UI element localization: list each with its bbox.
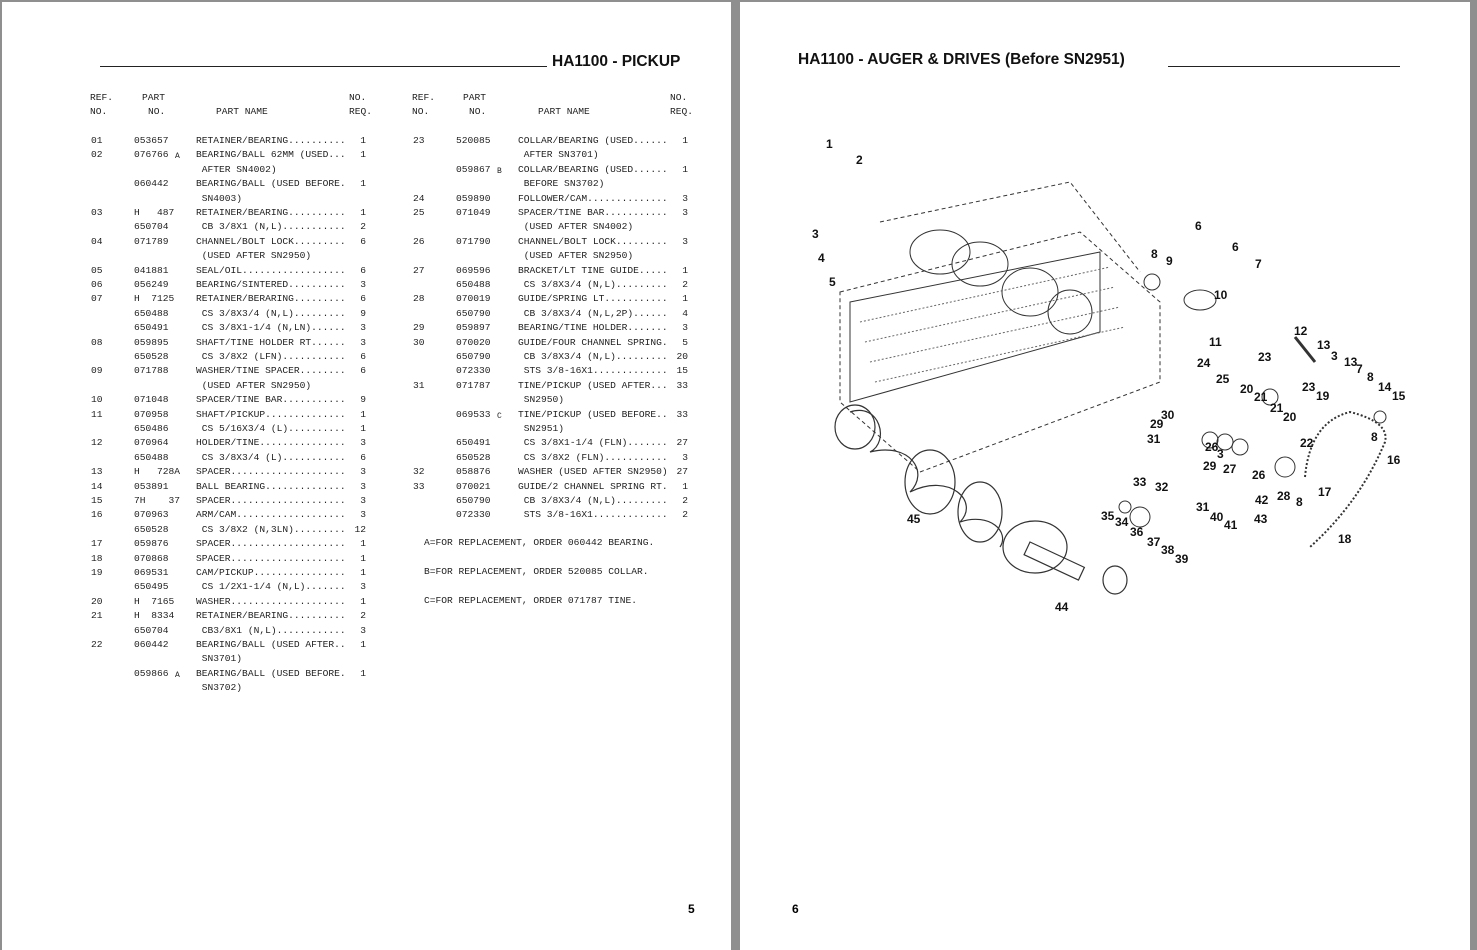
quantity-required: 3 [682,192,688,204]
callout-label: 8 [1367,370,1374,384]
part-name: SPACER.................... [196,466,346,478]
part-name: CS 3/8X2 (FLN)........... [518,451,668,463]
footnote: B=FOR REPLACEMENT, ORDER 520085 COLLAR. [424,566,649,577]
part-name: SPACER.................... [196,538,346,550]
part-number: H 487 [134,207,175,218]
ref-number: 30 [413,336,425,348]
quantity-required: 1 [360,567,366,578]
quantity-required: 1 [682,293,688,305]
ref-number: 26 [413,235,425,247]
quantity-required: 15 [676,365,688,377]
part-number: 058876 [456,466,491,478]
ref-number: 28 [413,293,425,305]
callout-label: 18 [1338,532,1352,546]
callout-label: 23 [1302,380,1316,394]
header-req: REQ. [349,106,373,117]
callout-label: 35 [1101,509,1115,523]
ref-number: 15 [91,495,103,506]
callout-label: 20 [1240,382,1254,396]
part-name: BRACKET/LT TINE GUIDE..... [518,264,668,276]
callout-label: 13 [1344,355,1358,369]
quantity-required: 3 [682,451,688,463]
part-number: 650790 [456,495,491,506]
callout-label: 28 [1277,489,1291,503]
part-name: RETAINER/BEARING.......... [196,207,346,218]
callout-label: 15 [1392,389,1406,403]
part-number: 650488 [134,307,169,319]
callout-label: 14 [1378,380,1392,394]
part-name: SHAFT/TINE HOLDER RT...... [196,336,346,348]
part-name: SN2950) [518,394,565,406]
part-name: BEARING/BALL (USED AFTER.. [196,639,346,650]
quantity-required: 1 [360,149,366,161]
ref-number: 23 [413,135,425,146]
part-name: CAM/PICKUP................ [196,567,346,578]
quantity-required: 6 [360,451,366,463]
part-number: 650491 [456,437,491,449]
callout-label: 9 [1166,254,1173,268]
quantity-required: 1 [360,595,366,607]
callout-label: 29 [1150,417,1164,431]
exploded-parts-diagram [740,2,1470,950]
quantity-required: 2 [360,610,366,622]
ref-number: 11 [91,408,103,420]
part-name: BEARING/TINE HOLDER....... [518,322,668,334]
callout-label: 40 [1210,510,1224,524]
part-name: STS 3/8-16X1............. [518,509,668,521]
callout-label: 13 [1317,338,1331,352]
part-number: 069596 [456,264,491,276]
part-name: SN4003) [196,192,243,204]
ref-number: 31 [413,379,425,391]
quantity-required: 2 [682,509,688,521]
part-number: 650488 [134,451,169,463]
callout-label: 33 [1133,475,1147,489]
part-number: 060442 [134,639,169,650]
callout-label: 16 [1387,453,1401,467]
quantity-required: 2 [682,495,688,506]
part-number: 650488 [456,279,491,290]
part-number: 070019 [456,293,491,305]
callout-label: 17 [1318,485,1332,499]
ref-number: 04 [91,235,103,247]
quantity-required: 1 [682,264,688,276]
callout-label: 3 [1217,447,1224,461]
callout-label: 31 [1147,432,1161,446]
part-name: COLLAR/BEARING (USED...... [518,135,668,146]
part-name: SPACER.................... [196,495,346,506]
ref-number: 03 [91,207,103,218]
part-number: 7H 37 [134,495,181,506]
callout-label: 6 [1195,219,1202,233]
part-number: 520085 [456,135,491,146]
quantity-required: 3 [360,624,366,636]
quantity-required: 1 [360,408,366,420]
quantity-required: 33 [676,379,688,391]
part-number: 072330 [456,365,491,377]
callout-label: 21 [1254,390,1268,404]
part-name: SPACER/TINE BAR........... [196,394,346,406]
header-req: REQ. [670,106,694,117]
quantity-required: 3 [360,581,366,593]
ref-number: 17 [91,538,103,550]
callout-label: 42 [1255,493,1269,507]
header-ref: REF. [90,92,114,103]
callout-label: 19 [1316,389,1330,403]
part-number: 059897 [456,322,491,334]
callout-label: 36 [1130,525,1144,539]
part-name: CB 3/8X3/4 (N,L,2P)...... [518,307,668,319]
ref-number: 12 [91,437,103,449]
part-name: BEARING/BALL (USED BEFORE. [196,667,346,679]
ref-number: 08 [91,336,103,348]
part-name: TINE/PICKUP (USED AFTER... [518,379,668,391]
part-name: AFTER SN3701) [518,149,599,161]
quantity-required: 3 [360,437,366,449]
part-number: 650495 [134,581,169,593]
part-number: 069533 [456,408,491,420]
part-number: H 7165 [134,595,175,607]
part-number: 059867 [456,163,491,175]
callout-label: 4 [818,251,825,265]
part-number: 059895 [134,336,169,348]
part-number: 650790 [456,351,491,362]
callout-label: 27 [1223,462,1237,476]
quantity-required: 1 [682,480,688,492]
part-number: 650704 [134,221,169,233]
ref-number: 24 [413,192,425,204]
part-number: 059866 [134,667,169,679]
quantity-required: 6 [360,235,366,247]
part-number: 650491 [134,322,169,334]
part-name: SN3702) [196,682,243,694]
part-name: CB3/8X1 (N,L)............ [196,624,346,636]
part-number: 070868 [134,552,169,564]
part-name: WASHER/TINE SPACER........ [196,365,346,377]
callout-label: 31 [1196,500,1210,514]
pickup-assembly-drawing [840,182,1160,472]
part-number: 076766 [134,149,169,161]
ref-number: 06 [91,279,103,290]
part-name: CS 3/8X2 (N,3LN)......... [196,523,346,535]
part-number: 041881 [134,264,169,276]
part-name: (USED AFTER SN2950) [196,379,312,391]
header-ref: NO. [412,106,430,117]
quantity-required: 5 [682,336,688,348]
part-name: CS 3/8X3/4 (N,L)......... [196,307,346,319]
callout-label: 45 [907,512,921,526]
part-name: (USED AFTER SN4002) [518,221,634,233]
quantity-required: 27 [676,437,688,449]
quantity-required: 1 [360,667,366,679]
header-req: NO. [349,92,367,103]
ref-number: 33 [413,480,425,492]
callout-label: 44 [1055,600,1069,614]
callout-label: 39 [1175,552,1189,566]
part-number: 650790 [456,307,491,319]
part-number: 060442 [134,178,169,190]
part-name: CS 3/8X3/4 (L)........... [196,451,346,463]
part-name: SHAFT/PICKUP.............. [196,408,346,420]
part-name: WASHER (USED AFTER SN2950) [518,466,668,478]
part-name: CS 3/8X3/4 (N,L)......... [518,279,668,290]
callout-label: 6 [1232,240,1239,254]
quantity-required: 3 [360,466,366,478]
part-number: 650528 [456,451,491,463]
part-name: CS 1/2X1-1/4 (N,L)....... [196,581,346,593]
part-name: STS 3/8-16X1............. [518,365,668,377]
part-number: 071787 [456,379,491,391]
footnote: C=FOR REPLACEMENT, ORDER 071787 TINE. [424,595,638,606]
quantity-required: 3 [360,322,366,334]
quantity-required: 9 [360,394,366,406]
callout-label: 41 [1224,518,1238,532]
quantity-required: 9 [360,307,366,319]
part-number: 071789 [134,235,169,247]
ref-number: 27 [413,264,425,276]
part-number: 070964 [134,437,169,449]
part-number: 059876 [134,538,169,550]
footnote: A=FOR REPLACEMENT, ORDER 060442 BEARING. [424,537,655,548]
footnote-marker: A [175,152,180,162]
part-name: HOLDER/TINE............... [196,437,346,449]
quantity-required: 3 [360,495,366,506]
part-name: (USED AFTER SN2950) [518,250,634,262]
part-name: BEARING/SINTERED.......... [196,279,346,290]
ref-number: 32 [413,466,425,478]
page-number: 5 [688,902,695,916]
ref-number: 10 [91,394,103,406]
quantity-required: 6 [360,365,366,377]
part-name: CB 3/8X3/4 (N,L)......... [518,495,668,506]
part-name: BEARING/BALL 62MM (USED... [196,149,346,161]
ref-number: 09 [91,365,103,377]
page-number: 6 [792,902,799,916]
drive-parts-drawing [1119,274,1386,547]
footnote-marker: A [175,670,180,680]
part-name: COLLAR/BEARING (USED...... [518,163,668,175]
part-name: ARM/CAM................... [196,509,346,521]
quantity-required: 3 [360,279,366,290]
part-number: 650704 [134,624,169,636]
quantity-required: 6 [360,293,366,305]
quantity-required: 33 [676,408,688,420]
part-number: H 8334 [134,610,175,622]
quantity-required: 1 [682,135,688,146]
part-name: SEAL/OIL.................. [196,264,346,276]
quantity-required: 1 [360,538,366,550]
part-number: 071049 [456,207,491,218]
ref-number: 21 [91,610,103,622]
part-number: 069531 [134,567,169,578]
part-name: SN2951) [518,423,565,434]
header-req: NO. [670,92,688,103]
footnote-marker: C [497,411,502,421]
header-part: NO. [469,106,487,117]
part-name: CHANNEL/BOLT LOCK......... [518,235,668,247]
quantity-required: 3 [682,235,688,247]
quantity-required: 3 [682,322,688,334]
part-name: CS 3/8X1-1/4 (N,LN)...... [196,322,346,334]
callout-label: 3 [1331,349,1338,363]
part-name: FOLLOWER/CAM.............. [518,192,668,204]
part-name: CS 3/8X1-1/4 (FLN)....... [518,437,668,449]
ref-number: 05 [91,264,103,276]
callout-label: 32 [1155,480,1169,494]
part-number: 053891 [134,480,169,492]
part-number: 071790 [456,235,491,247]
part-number: H 728A [134,466,181,478]
part-number: 071048 [134,394,169,406]
part-number: 071788 [134,365,169,377]
part-name: SPACER.................... [196,552,346,564]
part-number: 650486 [134,423,169,434]
callout-label: 12 [1294,324,1308,338]
callout-label: 37 [1147,535,1161,549]
callout-label: 7 [1255,257,1262,271]
quantity-required: 2 [682,279,688,290]
part-number: 650528 [134,351,169,362]
part-name: GUIDE/FOUR CHANNEL SPRING. [518,336,668,348]
quantity-required: 1 [360,178,366,190]
callout-label: 26 [1252,468,1266,482]
header-ref: REF. [412,92,436,103]
quantity-required: 3 [360,480,366,492]
callout-label: 2 [856,153,863,167]
callout-label: 24 [1197,356,1211,370]
callout-label: 29 [1203,459,1217,473]
ref-number: 14 [91,480,103,492]
part-name: BEARING/BALL (USED BEFORE. [196,178,346,190]
callout-label: 21 [1270,401,1284,415]
part-name: RETAINER/BEARING.......... [196,135,346,146]
header-part: PART [142,92,166,103]
ref-number: 01 [91,135,103,146]
part-name: CHANNEL/BOLT LOCK......... [196,235,346,247]
header-part-name: PART NAME [538,106,590,117]
ref-number: 19 [91,567,103,578]
page-title: HA1100 - PICKUP [552,53,681,70]
header-ref: NO. [90,106,108,117]
part-name: WASHER.................... [196,595,346,607]
part-name: RETAINER/BERARING......... [196,293,346,305]
part-name: SPACER/TINE BAR........... [518,207,668,218]
part-name: CB 3/8X3/4 (N,L)......... [518,351,668,362]
quantity-required: 3 [360,509,366,521]
callout-label: 25 [1216,372,1230,386]
part-name: SN3701) [196,653,243,665]
ref-number: 22 [91,639,103,650]
callout-label: 23 [1258,350,1272,364]
ref-number: 02 [91,149,103,161]
quantity-required: 1 [360,639,366,650]
quantity-required: 4 [682,307,688,319]
auger-drawing [835,405,1127,594]
callout-label: 8 [1151,247,1158,261]
ref-number: 29 [413,322,425,334]
quantity-required: 1 [360,552,366,564]
part-number: 070958 [134,408,169,420]
left-page [2,2,731,950]
part-number: 070021 [456,480,491,492]
callout-label: 38 [1161,543,1175,557]
header-part-name: PART NAME [216,106,268,117]
callout-label: 8 [1296,495,1303,509]
callout-label: 20 [1283,410,1297,424]
part-name: TINE/PICKUP (USED BEFORE.. [518,408,668,420]
callout-label: 22 [1300,436,1314,450]
quantity-required: 27 [676,466,688,478]
part-number: 650528 [134,523,169,535]
part-name: CS 3/8X2 (LFN)........... [196,351,346,362]
part-name: BEFORE SN3702) [518,178,605,190]
ref-number: 16 [91,509,103,521]
callout-label: 5 [829,275,836,289]
right-page [740,2,1470,950]
callout-label: 1 [826,137,833,151]
part-number: 070963 [134,509,169,521]
callout-label: 3 [812,227,819,241]
part-name: CB 3/8X1 (N,L)........... [196,221,346,233]
callout-label: 7 [1356,362,1363,376]
page-title: HA1100 - AUGER & DRIVES (Before SN2951) [798,51,1125,68]
part-name: GUIDE/2 CHANNEL SPRING RT. [518,480,668,492]
quantity-required: 6 [360,264,366,276]
callout-label: 43 [1254,512,1268,526]
callout-label: 26 [1205,440,1219,454]
ref-number: 07 [91,293,103,305]
quantity-required: 12 [354,523,366,535]
header-part: NO. [148,106,166,117]
quantity-required: 20 [676,351,688,362]
ref-number: 13 [91,466,103,478]
quantity-required: 3 [682,207,688,218]
part-number: 053657 [134,135,169,146]
part-number: 072330 [456,509,491,521]
footnote-marker: B [497,166,502,176]
part-name: CS 5/16X3/4 (L).......... [196,423,346,434]
quantity-required: 1 [360,207,366,218]
quantity-required: 6 [360,351,366,362]
quantity-required: 1 [360,423,366,434]
header-part: PART [463,92,487,103]
callout-label: 8 [1371,430,1378,444]
callout-label: 34 [1115,515,1129,529]
part-number: H 7125 [134,293,175,305]
title-rule [100,66,547,67]
quantity-required: 1 [360,135,366,146]
part-number: 056249 [134,279,169,290]
part-name: BALL BEARING.............. [196,480,346,492]
callout-label: 11 [1209,335,1222,349]
part-name: GUIDE/SPRING LT........... [518,293,668,305]
callout-label: 10 [1214,288,1228,302]
quantity-required: 2 [360,221,366,233]
part-name: RETAINER/BEARING.......... [196,610,346,622]
part-name: (USED AFTER SN2950) [196,250,312,262]
quantity-required: 3 [360,336,366,348]
ref-number: 20 [91,595,103,607]
callout-label: 30 [1161,408,1175,422]
part-name: AFTER SN4002) [196,163,277,175]
part-number: 070020 [456,336,491,348]
part-number: 059890 [456,192,491,204]
quantity-required: 1 [682,163,688,175]
ref-number: 25 [413,207,425,218]
ref-number: 18 [91,552,103,564]
